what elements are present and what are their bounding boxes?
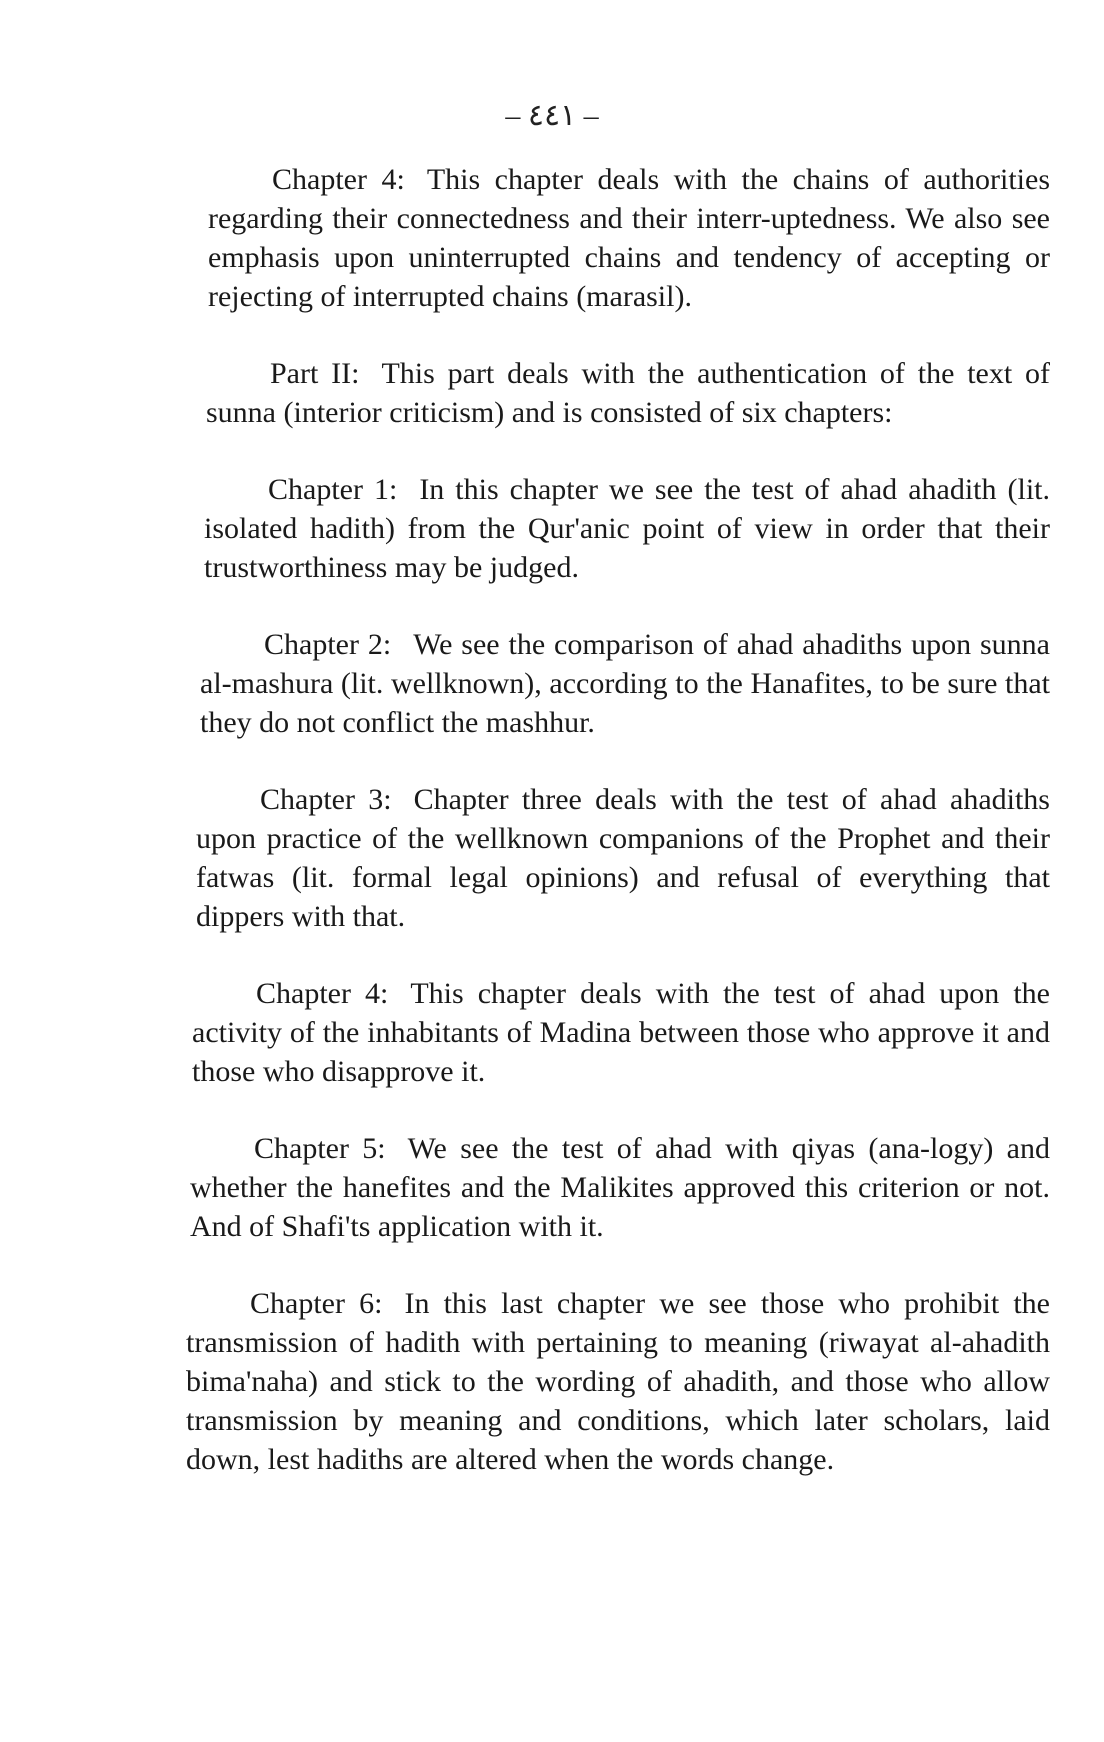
paragraph-chapter-3 [196, 780, 1050, 936]
paragraph-label: Chapter 3: [260, 783, 392, 816]
paragraph-text: In this last chapter we see those who prohibit the transmission of hadith with pertaining to meaning (riwayat al-ahadith bima'naha) and stick to the wording of ahadith, and those who allow transmission by meaning and conditions, which later scholars, laid down, lest hadiths are altered when the words change. [186, 1287, 1050, 1476]
paragraph-text: We see the test of ahad with qiyas (ana-logy) and whether the hanefites and the Malikites approved this criterion or not. And of Shafi'ts application with it. [190, 1132, 1050, 1243]
paragraph-label: Chapter 4: [256, 977, 389, 1010]
paragraph-part-2 [206, 354, 1050, 432]
paragraph-text: This chapter deals with the chains of authorities regarding their connectedness and their interr-uptedness. We also see emphasis upon uninterrupted chains and tendency of accepting or rejecting of interrupted chains (marasil). [208, 163, 1050, 313]
paragraph-label: Chapter 6: [250, 1287, 383, 1320]
paragraph-text: In this chapter we see the test of ahad ahadith (lit. isolated hadith) from the Qur'anic point of view in order that their trustworthiness may be judged. [204, 473, 1050, 584]
paragraph-chapter-6 [186, 1284, 1050, 1479]
page-body [186, 160, 1051, 1517]
paragraph-chapter-4-part-1 [208, 160, 1050, 316]
paragraph-label: Part II: [270, 357, 360, 390]
paragraph-chapter-4-part-2 [192, 974, 1050, 1091]
paragraph-text: This chapter deals with the test of ahad upon the activity of the inhabitants of Madina between those who approve it and those who disapprove it. [192, 977, 1050, 1088]
paragraph-text: We see the comparison of ahad ahadiths upon sunna al-mashura (lit. wellknown), according to the Hanafites, to be sure that they do not conflict the mashhur. [200, 628, 1050, 739]
paragraph-text: This part deals with the authentication of the text of sunna (interior criticism) and is consisted of six chapters: [206, 357, 1051, 429]
paragraph-label: Chapter 2: [264, 628, 392, 661]
paragraph-label: Chapter 1: [268, 473, 398, 506]
paragraph-text: Chapter three deals with the test of ahad ahadiths upon practice of the wellknown companions of the Prophet and their fatwas (lit. formal legal opinions) and refusal of everything that dippers with that. [196, 783, 1050, 933]
paragraph-chapter-2 [200, 625, 1050, 742]
paragraph-chapter-5 [190, 1129, 1050, 1246]
page-number: – ٤٤١ – [505, 99, 599, 132]
paragraph-chapter-1 [204, 470, 1050, 587]
paragraph-label: Chapter 4: [272, 163, 405, 196]
paragraph-label: Chapter 5: [254, 1132, 386, 1165]
